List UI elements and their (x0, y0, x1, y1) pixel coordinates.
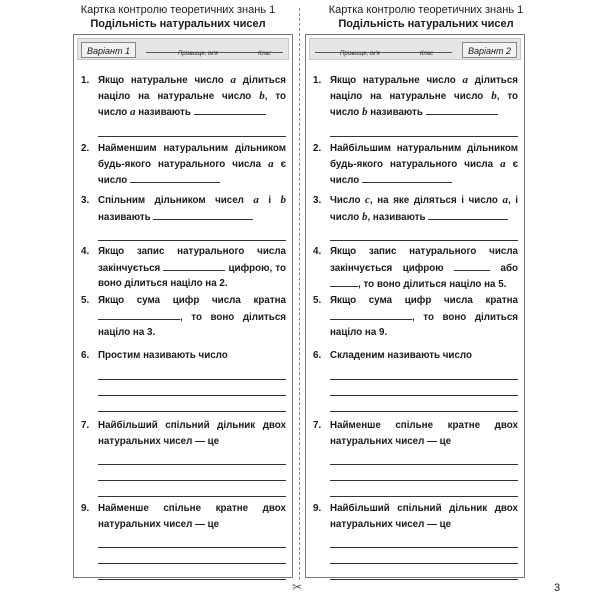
answer-blank[interactable] (130, 172, 220, 183)
question-5: 5. Якщо сума цифр числа кратна , то воно ділиться націло на 3. (81, 295, 286, 338)
student-info-bar (77, 38, 289, 60)
question-1: 1. Якщо натуральне число a ділиться націло на натуральне число b, то число a називають (81, 73, 286, 137)
answer-line[interactable] (330, 449, 518, 465)
student-info-bar (309, 38, 521, 60)
variant-label: Варіант 2 (462, 42, 517, 58)
answer-line[interactable] (98, 548, 286, 564)
question-3: 3. Число c, на яке діляться і число a, і число b, називають (313, 193, 518, 241)
answer-line[interactable] (98, 396, 286, 412)
answer-blank[interactable] (454, 260, 490, 271)
question-4: 4. Якщо запис натурального числа закінчується цифрою, то воно ділиться націло на 2. (81, 246, 286, 289)
question-7: 7. Найменше спільне кратне двох натуральних чисел — це (313, 418, 518, 497)
surname-label: Прізвище, ім'я (178, 51, 218, 57)
class-label: Клас (420, 51, 434, 57)
question-9: 9. Найбільший спільний дільник двох натуральних чисел — це (313, 501, 518, 580)
right-card-header (310, 3, 542, 31)
class-label: Клас (258, 51, 272, 57)
left-card-header (62, 3, 294, 31)
question-7: 7. Найбільший спільний дільник двох натуральних чисел — це (81, 418, 286, 497)
answer-line[interactable] (330, 548, 518, 564)
question-9: 9. Найменше спільне кратне двох натуральних чисел — це (81, 501, 286, 580)
answer-line[interactable] (330, 364, 518, 380)
answer-blank[interactable] (163, 260, 225, 271)
scissors-icon: ✂ (292, 580, 303, 594)
answer-line[interactable] (330, 564, 518, 580)
answer-blank[interactable] (428, 209, 508, 220)
answer-line[interactable] (98, 364, 286, 380)
question-3: 3. Спільним дільником чисел a і b називають (81, 193, 286, 241)
card-title-left: Картка контролю теоретичних знань 1 (80, 4, 276, 16)
question-2: 2. Найменшим натуральним дільником будь-якого натурального числа a є число (81, 143, 286, 186)
answer-blank[interactable] (98, 309, 180, 320)
cut-line (299, 8, 300, 580)
answer-line[interactable] (98, 564, 286, 580)
card-title-right: Картка контролю теоретичних знань 1 (328, 4, 524, 16)
answer-blank[interactable] (362, 172, 452, 183)
answer-line[interactable] (98, 465, 286, 481)
question-6: 6. Складеним називають число (313, 348, 518, 412)
answer-line[interactable] (98, 481, 286, 497)
answer-blank[interactable] (330, 276, 358, 287)
answer-line[interactable] (330, 121, 518, 137)
surname-label: Прізвище, ім'я (340, 51, 380, 57)
answer-blank[interactable] (194, 104, 266, 115)
answer-line[interactable] (330, 532, 518, 548)
answer-line[interactable] (330, 481, 518, 497)
answer-blank[interactable] (153, 209, 253, 220)
answer-line[interactable] (330, 465, 518, 481)
question-1: 1. Якщо натуральне число a ділиться націло на натуральне число b, то число b називають (313, 73, 518, 137)
topic-title-left: Подільність натуральних чисел (90, 18, 266, 30)
variant-label: Варіант 1 (81, 42, 136, 58)
answer-blank[interactable] (426, 104, 498, 115)
question-4: 4. Якщо запис натурального числа закінчується цифрою або , то воно ділиться націло на 5. (313, 246, 518, 290)
page-number: 3 (554, 582, 561, 594)
card-variant-1 (73, 34, 293, 578)
answer-line[interactable] (330, 396, 518, 412)
question-5: 5. Якщо сума цифр числа кратна , то воно ділиться націло на 9. (313, 295, 518, 338)
answer-line[interactable] (98, 121, 286, 137)
answer-line[interactable] (330, 380, 518, 396)
question-6: 6. Простим називають число (81, 348, 286, 412)
answer-line[interactable] (330, 225, 518, 241)
question-2: 2. Найбільшим натуральним дільником будь-якого натурального числа a є число (313, 143, 518, 186)
answer-line[interactable] (98, 532, 286, 548)
answer-blank[interactable] (330, 309, 412, 320)
topic-title-right: Подільність натуральних чисел (338, 18, 514, 30)
card-variant-2 (305, 34, 525, 578)
answer-line[interactable] (98, 225, 286, 241)
answer-line[interactable] (98, 449, 286, 465)
answer-line[interactable] (98, 380, 286, 396)
